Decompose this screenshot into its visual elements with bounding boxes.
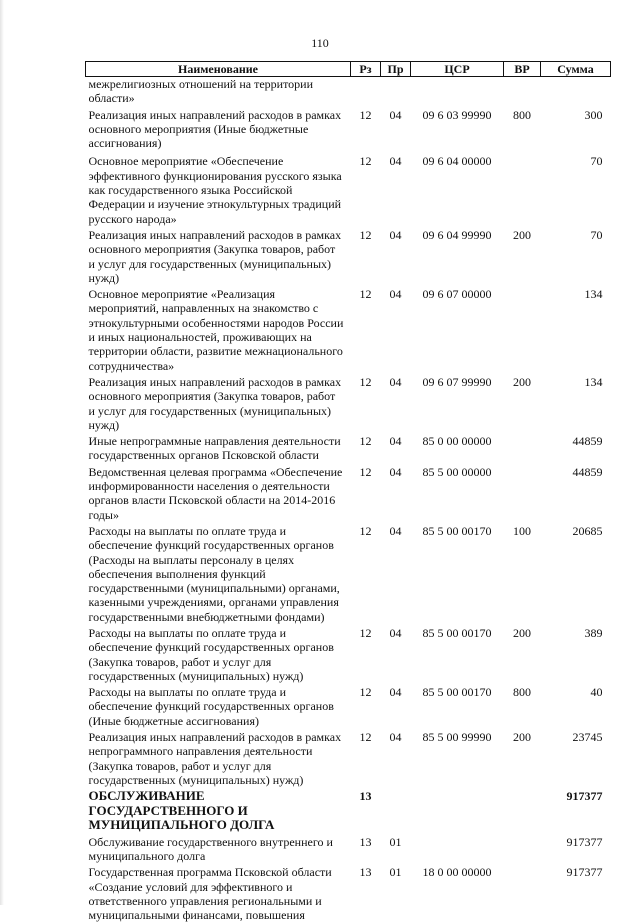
table-row (86, 150, 611, 225)
row-vr (504, 285, 541, 373)
table-body (86, 77, 611, 923)
row-csr: 09 6 07 00000 (422, 287, 492, 302)
row-rz: 13 (359, 865, 372, 880)
row-pr (381, 77, 411, 106)
row-rz: 12 (359, 374, 372, 389)
header-name: Наименование (86, 62, 351, 77)
table-row (86, 285, 611, 373)
row-csr: 85 5 00 00170 (422, 625, 492, 640)
row-sum: 134 (584, 374, 603, 389)
row-vr: 200 (513, 374, 531, 389)
table-row-section (86, 787, 611, 833)
header-rz: Рз (351, 62, 381, 77)
row-pr: 04 (389, 107, 402, 122)
row-csr: 85 5 00 99990 (422, 730, 492, 745)
row-rz: 12 (359, 434, 372, 449)
row-rz: 13 (359, 834, 372, 849)
row-name: Государственная программа Псковской области «Создание условий для эффективного и ответственного управления региональными и муниципальными финансами, повышения (88, 865, 332, 923)
row-csr: 09 6 04 00000 (422, 154, 492, 169)
row-vr: 100 (513, 523, 531, 538)
row-name: Реализация иных направлений расходов в рамках основного мероприятия (Закупка товаров, работ и услуг для государственных (муниципальных) нужд) (88, 374, 342, 432)
row-pr: 01 (389, 865, 402, 880)
row-pr: 04 (389, 287, 402, 302)
row-sum: 917377 (566, 865, 603, 880)
row-name: Обслуживание государственного внутреннего и муниципального долга (88, 834, 333, 864)
table-row (86, 522, 611, 624)
row-pr: 04 (389, 154, 402, 169)
table-row (86, 833, 611, 864)
row-rz: 12 (359, 227, 372, 242)
row-pr: 04 (389, 227, 402, 242)
row-sum: 917377 (566, 834, 603, 849)
row-name: Расходы на выплаты по оплате труда и обеспечение функций государственных органов (Расходы на выплаты персоналу в целях обеспечения выполнения функций государственными (муниципальными) органами, казенными учреждениями, органами управления государственными внебюджетными фондами) (88, 523, 340, 624)
row-csr: 09 6 03 99990 (422, 107, 492, 122)
row-rz: 12 (359, 154, 372, 169)
budget-table (85, 61, 611, 923)
row-pr: 01 (389, 834, 402, 849)
row-rz: 12 (359, 287, 372, 302)
row-name: Реализация иных направлений расходов в рамках непрограммного направления деятельности (Закупка товаров, работ и услуг для государственных (муниципальных) нужд) (88, 730, 342, 787)
row-vr: 800 (513, 685, 531, 700)
header-vr: ВР (504, 62, 541, 77)
row-sum: 23745 (572, 730, 603, 745)
row-rz: 12 (359, 107, 372, 122)
row-csr: 85 5 00 00170 (422, 685, 492, 700)
row-name: Реализация иных направлений расходов в рамках основного мероприятия (Иные бюджетные ассигнования) (88, 107, 342, 151)
row-csr: 09 6 04 99990 (422, 227, 492, 242)
row-sum (541, 77, 611, 106)
page-number: 110 (311, 36, 329, 50)
row-vr (504, 863, 541, 922)
header-csr: ЦСР (411, 62, 504, 77)
row-pr: 04 (389, 685, 402, 700)
row-csr: 85 5 00 00000 (422, 464, 492, 479)
header-sum: Сумма (541, 62, 611, 77)
row-sum: 44859 (572, 434, 603, 449)
row-name: Расходы на выплаты по оплате труда и обеспечение функций государственных органов (Закупка товаров, работ и услуг для государственных (муниципальных) нужд) (88, 625, 334, 683)
row-vr (504, 787, 541, 833)
table-row (86, 373, 611, 432)
row-rz: 12 (359, 730, 372, 745)
table-row (86, 106, 611, 151)
row-pr: 04 (389, 464, 402, 479)
row-sum: 70 (590, 227, 603, 242)
row-rz (351, 77, 381, 106)
table-row (86, 624, 611, 683)
row-name: Расходы на выплаты по оплате труда и обеспечение функций государственных органов (Иные бюджетные ассигнования) (88, 685, 334, 728)
budget-sheet (85, 61, 610, 923)
row-pr: 04 (389, 730, 402, 745)
table-row (86, 226, 611, 285)
row-pr: 04 (389, 434, 402, 449)
row-name: Реализация иных направлений расходов в рамках основного мероприятия (Закупка товаров, работ и услуг для государственных (муниципальных) нужд) (88, 227, 342, 285)
row-name: Основное мероприятие «Обеспечение эффективного функционирования русского языка как государственного языка Российской Федерации и изучение этнокультурных традиций русского народа» (88, 154, 342, 226)
row-vr (504, 150, 541, 225)
row-csr: 85 0 00 00000 (422, 434, 492, 449)
row-sum: 70 (590, 154, 603, 169)
row-vr: 800 (513, 107, 531, 122)
row-vr (504, 463, 541, 522)
row-csr: 85 5 00 00170 (422, 523, 492, 538)
row-sum: 40 (590, 685, 603, 700)
table-row (86, 683, 611, 728)
row-name: Иные непрограммные направления деятельности государственных органов Псковской области (88, 434, 341, 463)
row-sum: 134 (584, 287, 603, 302)
row-rz: 12 (359, 464, 372, 479)
row-vr (504, 77, 541, 106)
row-csr: 09 6 07 99990 (422, 374, 492, 389)
scan-edge (0, 0, 4, 905)
row-sum: 300 (584, 107, 603, 122)
row-vr (504, 833, 541, 864)
row-csr (411, 833, 504, 864)
row-pr: 04 (389, 374, 402, 389)
row-sum: 20685 (572, 523, 603, 538)
row-rz: 12 (359, 523, 372, 538)
row-pr: 04 (389, 523, 402, 538)
row-name: Основное мероприятие «Реализация мероприятий, направленных на знакомство с этнокультурными особенностями народов России и иных национальностей, проживающих на территории области, развитие межнационального сотрудничества» (88, 287, 344, 373)
row-vr (504, 432, 541, 463)
row-name: Ведомственная целевая программа «Обеспечение информированности населения о деятельности органов власти Псковской области на 2014-2016 годы» (88, 464, 343, 522)
row-vr: 200 (513, 227, 531, 242)
row-sum: 44859 (572, 464, 603, 479)
table-row (86, 863, 611, 922)
row-pr: 04 (389, 625, 402, 640)
row-pr (381, 787, 411, 833)
row-csr (411, 787, 504, 833)
row-csr (411, 77, 504, 106)
row-rz: 13 (359, 789, 372, 804)
table-row (86, 77, 611, 106)
row-vr: 200 (513, 730, 531, 745)
row-csr: 18 0 00 00000 (422, 865, 492, 880)
table-row (86, 432, 611, 463)
row-rz: 12 (359, 625, 372, 640)
table-header (86, 62, 611, 77)
section-title: ОБСЛУЖИВАНИЕ ГОСУДАРСТВЕННОГО И МУНИЦИПАЛЬНОГО ДОЛГА (88, 788, 275, 833)
row-vr: 200 (513, 625, 531, 640)
table-row (86, 463, 611, 522)
row-rz: 12 (359, 685, 372, 700)
row-sum: 389 (584, 625, 603, 640)
row-name: межрелигиозных отношений на территории области» (88, 77, 314, 106)
row-sum: 917377 (566, 789, 603, 804)
table-row (86, 728, 611, 787)
header-pr: Пр (381, 62, 411, 77)
